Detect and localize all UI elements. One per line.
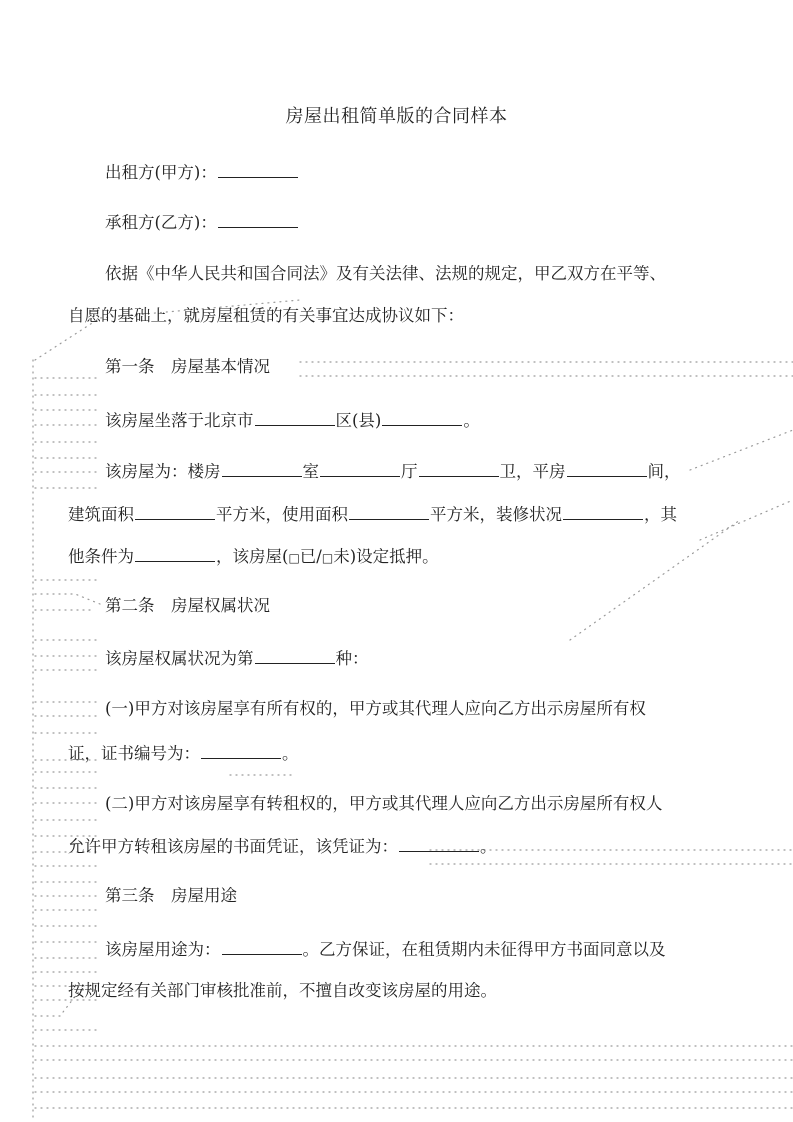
lessee-name-blank [218,211,298,228]
area-text-2: 平方米，使用面积 [216,505,348,524]
use-line-1 [105,938,666,960]
lessee-line [105,211,299,233]
intro-line-1: 依据《中华人民共和国合同法》及有关法律、法规的规定，甲乙双方在平等、 [105,264,666,283]
item1-line-1: (一)甲方对该房屋享有所有权的，甲方或其代理人应向乙方出示房屋所有权 [105,699,646,718]
bungalow-rooms-blank [567,460,647,477]
article1-heading: 第一条 房屋基本情况 [105,357,270,376]
use-text-1: 该房屋用途为： [105,940,221,959]
lessor-name-blank [218,161,298,178]
halls-blank [320,460,400,477]
lessor-line [105,161,299,183]
layout-text-3: 厅 [401,462,418,481]
location-text-2: 区(县) [335,411,382,430]
intro-line-2: 自愿的基础上，就房屋租赁的有关事宜达成协议如下： [68,306,464,325]
bathrooms-blank [419,460,499,477]
layout-text-2: 室 [302,462,319,481]
article2-heading: 第二条 房屋权属状况 [105,596,270,615]
area-text-3: 平方米，装修状况 [430,505,562,524]
document-title: 房屋出租简单版的合同样本 [285,106,508,127]
item2-line-1: (二)甲方对该房屋享有转租权的，甲方或其代理人应向乙方出示房屋所有权人 [105,794,663,813]
area-line [68,503,677,525]
other-text-4: 未)设定抵押。 [333,547,439,566]
status-text-2: 种： [335,649,369,668]
mortgaged-checkbox[interactable]: □ [288,551,300,565]
layout-text-5: 间， [647,462,681,481]
location-text-1: 该房屋坐落于北京市 [105,411,254,430]
area-text-1: 建筑面积 [68,505,134,524]
building-area-blank [135,503,215,520]
layout-text-1: 该房屋为：楼房 [105,462,221,481]
other-text-1: 他条件为 [68,547,134,566]
item2-text: 允许甲方转租该房屋的书面凭证，该凭证为： [68,837,398,856]
other-conditions-line [68,545,439,568]
decoration-blank [563,503,643,520]
status-text-1: 该房屋权属状况为第 [105,649,254,668]
other-conditions-blank [135,545,215,562]
area-text-4: ，其 [644,505,677,524]
status-type-blank [255,647,335,664]
item1-text: 证，证书编号为： [68,744,200,763]
item2-end: 。 [480,837,497,856]
rooms-blank [222,460,302,477]
article3-heading: 第三条 房屋用途 [105,886,237,905]
layout-line [105,460,681,482]
other-text-3: 已/ [299,547,322,566]
location-text-3: 。 [463,411,480,430]
item2-line-2 [68,835,497,857]
lessee-label: 承租方(乙方)： [105,213,217,232]
item1-end: 。 [282,744,299,763]
location-line [105,409,480,431]
use-text-2: 。乙方保证，在租赁期内未征得甲方书面同意以及 [302,940,666,959]
layout-text-4: 卫，平房 [499,462,566,481]
ownership-status-line [105,647,369,669]
not-mortgaged-checkbox[interactable]: □ [321,551,334,565]
house-use-blank [222,938,302,955]
lessor-label: 出租方(甲方)： [105,163,217,182]
other-text-2: ，该房屋( [216,547,289,566]
use-line-2: 按规定经有关部门审核批准前，不擅自改变该房屋的用途。 [68,981,497,1000]
county-blank [382,409,462,426]
usable-area-blank [349,503,429,520]
city-district-blank [255,409,335,426]
item1-line-2 [68,742,299,764]
sublease-certificate-blank [399,835,479,852]
certificate-number-blank [201,742,281,759]
